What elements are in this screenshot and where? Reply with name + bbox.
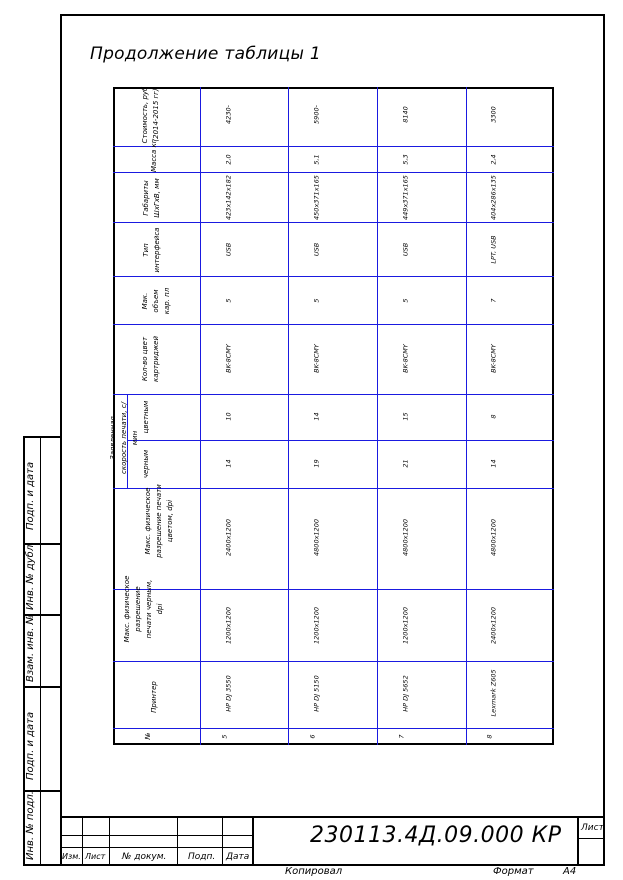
cell-interface: USB [224, 242, 233, 257]
cell-res-black: 2400x1200 [489, 607, 498, 644]
cell-num: 7 [397, 734, 406, 739]
cell-dims: 449x371x165 [401, 175, 410, 220]
title-block-line [82, 816, 83, 866]
cell-speed-color: 10 [224, 412, 233, 421]
cell-price: 5900- [312, 105, 321, 124]
title-block-line [252, 816, 254, 866]
table-line [377, 87, 378, 745]
title-block-line [60, 847, 253, 848]
table-line [113, 488, 554, 489]
cell-colors: BK-8CMY [312, 344, 321, 373]
table-line [113, 276, 554, 277]
cell-speed-black: 19 [312, 459, 321, 468]
cell-speed-black: 14 [489, 459, 498, 468]
cell-speed-color: 14 [312, 412, 321, 421]
header-speed-color: цветным [142, 400, 150, 434]
header-res-black: Макс. физическое разрешение печати черным, dpi [123, 575, 164, 643]
header-price: Стоимость, руб (2014-2015 гг) [141, 86, 160, 144]
cell-price: 8140 [401, 106, 410, 123]
cell-res-color: 2400x1200 [224, 519, 233, 556]
header-speed-group: Заявленная скорость печати, с/мин [109, 402, 139, 474]
cell-speed-black: 14 [224, 459, 233, 468]
header-num: № [144, 732, 152, 740]
cell-interface: USB [401, 242, 410, 257]
cell-tray: 7 [489, 298, 498, 303]
title-block-line [177, 816, 178, 866]
cell-printer: HP DJ 5652 [401, 675, 410, 712]
table-line [113, 146, 554, 147]
strip-divider [40, 436, 41, 866]
title-block-line [60, 835, 253, 836]
strip-line [23, 686, 60, 688]
format-value: А4 [563, 866, 577, 877]
side-label-dubl: Инв. № дубл. [25, 541, 36, 610]
cell-dims: 404x286x135 [489, 175, 498, 220]
cell-res-color: 4800x1200 [401, 519, 410, 556]
table-caption: Продолжение таблицы 1 [90, 44, 322, 64]
table-line [113, 222, 554, 223]
cell-res-black: 1200x1200 [224, 607, 233, 644]
cell-speed-black: 21 [401, 459, 410, 468]
cell-tray: 5 [312, 298, 321, 303]
header-interface: Тип интерфейса [142, 227, 161, 273]
cell-res-black: 1200x1200 [401, 607, 410, 644]
cell-mass: 2,0 [224, 154, 233, 165]
tb-list: Лист [85, 852, 106, 861]
cell-res-color: 4800x1200 [489, 519, 498, 556]
cell-speed-color: 15 [401, 412, 410, 421]
table-line [113, 728, 554, 729]
cell-printer: HP DJ 5150 [312, 675, 321, 712]
cell-num: 5 [220, 734, 229, 739]
header-colors: Кол-во цвет картриджей [141, 335, 160, 383]
cell-mass: 2,4 [489, 154, 498, 165]
cell-res-color: 4800x1200 [312, 519, 321, 556]
table-line [113, 661, 554, 662]
document-code: 230113.4Д.09.000 КР [310, 823, 562, 848]
tb-sheet-label: Лист [581, 823, 604, 833]
cell-speed-color: 8 [489, 414, 498, 419]
cell-dims: 450x371x165 [312, 175, 321, 220]
cell-mass: 5,3 [401, 154, 410, 165]
copied-label: Копировал [285, 866, 343, 877]
table-line [113, 172, 554, 173]
side-label-sign-date: Подп. и дата [25, 711, 36, 780]
header-res-color: Макс. физическое разрешение печати цветом, dpi [144, 484, 174, 558]
header-tray: Мак. объем кар. пл [141, 287, 171, 315]
cell-printer: HP DJ 3550 [224, 675, 233, 712]
title-block-line [109, 816, 110, 866]
side-label-inv-podl: Инв. № подл. [25, 791, 36, 860]
title-block-line [222, 816, 223, 866]
cell-num: 6 [308, 734, 317, 739]
cell-price: 4230- [224, 105, 233, 124]
side-label-sign-date-2: Подп. и дата [25, 461, 36, 530]
table-line [113, 394, 554, 395]
side-label-vzam: Взам. инв. № [25, 614, 36, 682]
cell-tray: 5 [401, 298, 410, 303]
cell-interface: USB [312, 242, 321, 257]
title-block-border [60, 816, 605, 818]
header-printer: Принтер [150, 681, 158, 713]
cell-price: 3300 [489, 106, 498, 123]
tb-date: Дата [226, 852, 250, 862]
table-line [288, 87, 289, 745]
cell-colors: BK-8CMY [224, 344, 233, 373]
header-mass: Масса кг [150, 139, 158, 172]
title-block-line [577, 838, 605, 839]
cell-num: 8 [485, 734, 494, 739]
table-line [200, 87, 201, 745]
cell-mass: 5,1 [312, 154, 321, 165]
cell-colors: BK-8CMY [401, 344, 410, 373]
format-label: Формат [493, 866, 534, 877]
tb-sign: Подп. [188, 852, 216, 862]
title-block-line [577, 816, 579, 866]
cell-res-black: 1200x1200 [312, 607, 321, 644]
cell-dims: 423x142x182 [224, 175, 233, 220]
table-line [466, 87, 467, 745]
table-line [113, 589, 554, 590]
tb-doc: № докум. [122, 852, 167, 862]
cell-colors: BK-8CMY [489, 344, 498, 373]
cell-interface: LPT, USB [489, 235, 498, 264]
cell-printer: Lexmark Z605 [489, 669, 498, 717]
table-line [113, 324, 554, 325]
header-speed-black: черным [142, 449, 150, 479]
header-dims: Габариты ШхГхВ, мм [142, 178, 161, 218]
table-line [127, 440, 554, 441]
tb-izm: Изм. [62, 852, 81, 861]
cell-tray: 5 [224, 298, 233, 303]
